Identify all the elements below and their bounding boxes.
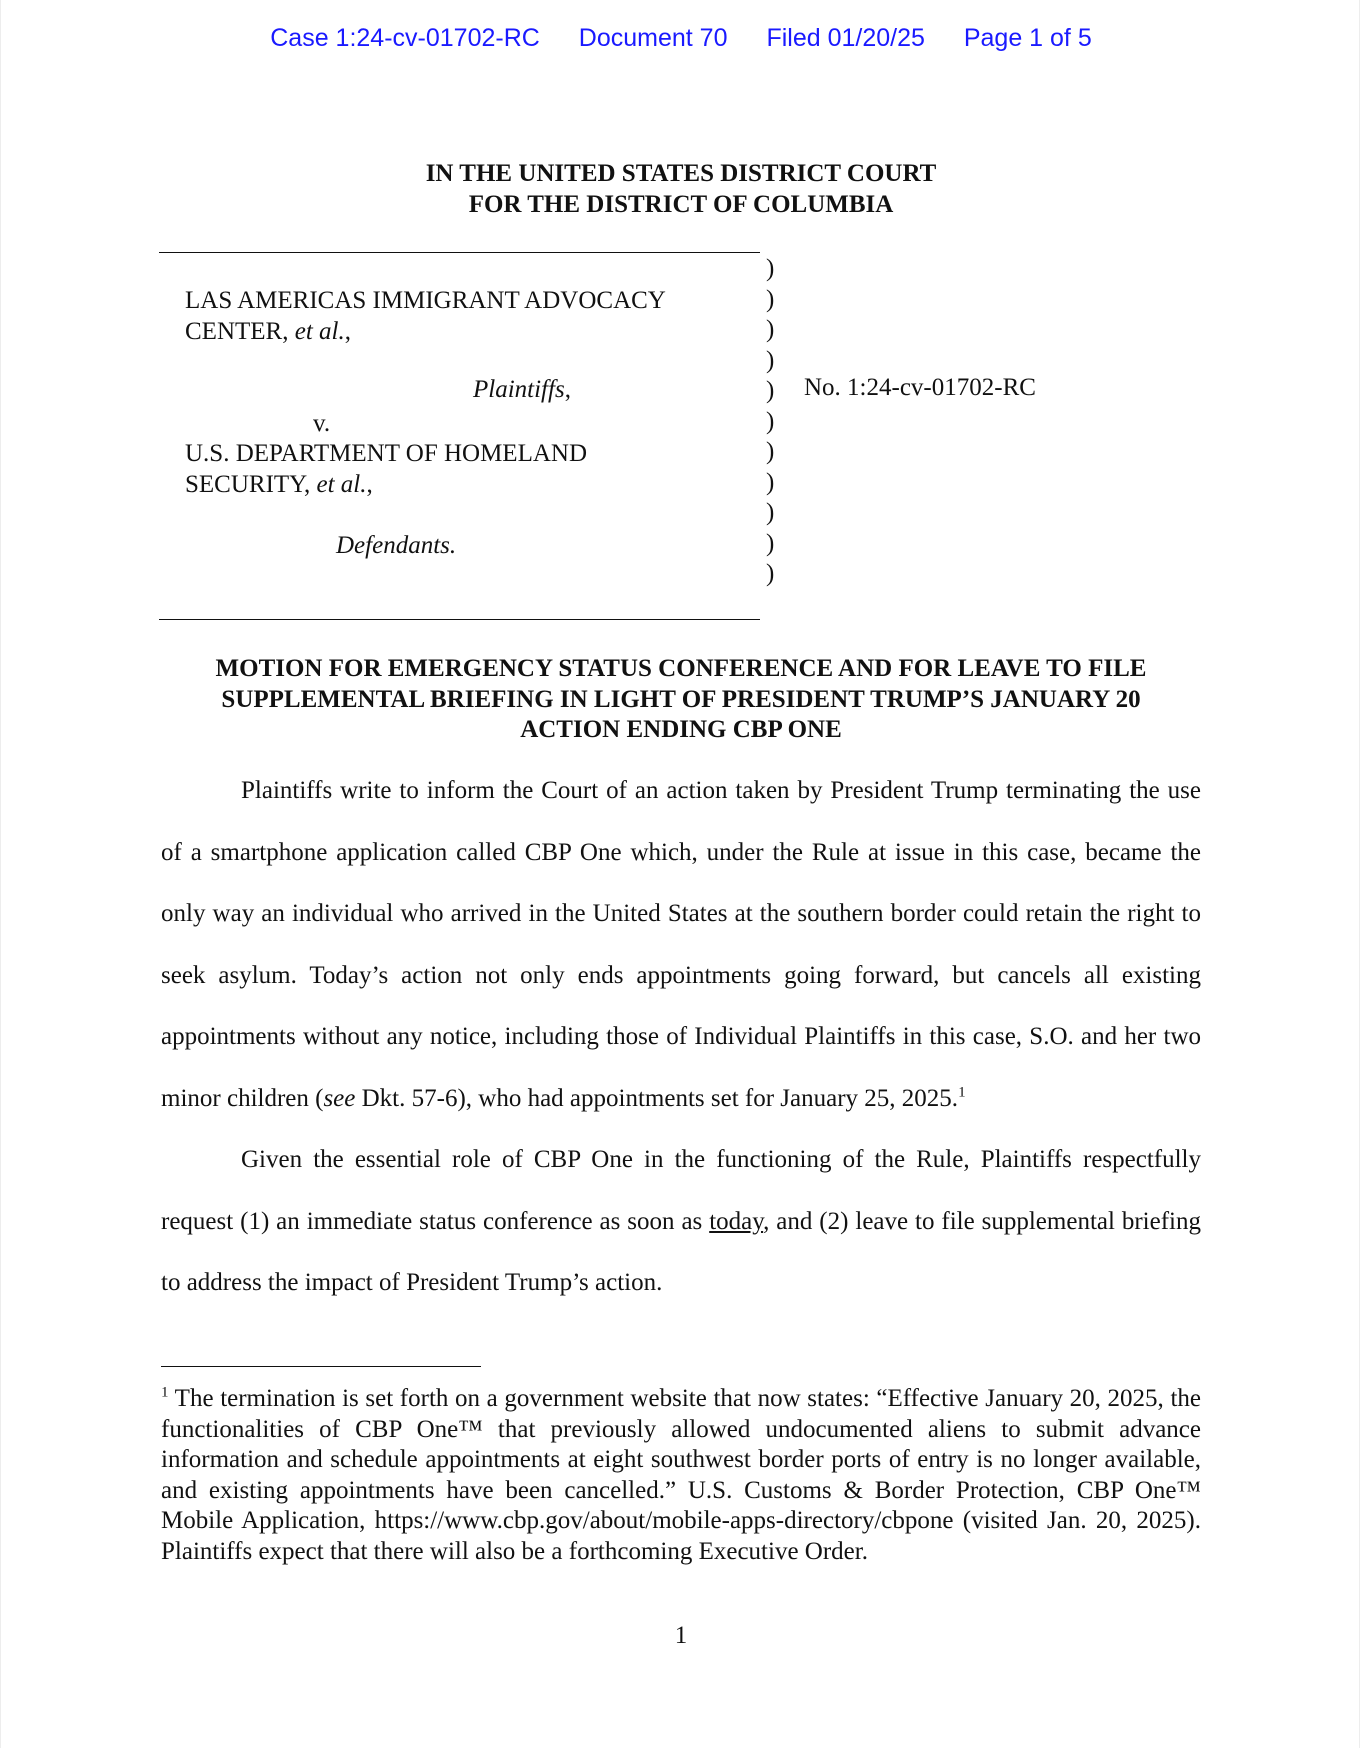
motion-title-line3: ACTION ENDING CBP ONE xyxy=(520,716,842,743)
paren: ) xyxy=(766,377,775,404)
see-signal: see xyxy=(323,1084,356,1112)
defendants-role: Defendants. xyxy=(336,532,457,559)
motion-title xyxy=(161,654,1201,746)
caption-parentheses xyxy=(766,254,774,590)
defendant-name-line1: U.S. DEPARTMENT OF HOMELAND xyxy=(185,440,588,467)
paren: ) xyxy=(766,316,775,343)
motion-title-line2: SUPPLEMENTAL BRIEFING IN LIGHT OF PRESIDENT TRUMP’S JANUARY 20 xyxy=(221,685,1141,713)
paren: ) xyxy=(766,468,775,496)
civil-case-number: No. 1:24-cv-01702-RC xyxy=(804,374,1036,401)
body-paragraph-1: Plaintiffs write to inform the Court of an action taken by President Trump terminating the use of a smartphone application called CBP One which, under the Rule at issue in this case, became the only way an individual who arrived in the United States at the southern border could retain the right to seek asylum. Today’s action not only ends appointments going forward, but cancels all existing appointments without any notice, including those of Individual Plaintiffs in this case, S.O. and her two minor children (see Dkt. 57-6), who had appointments set for January 25, 2025.$^1$ xyxy=(161,777,1201,1112)
page-number: 1 xyxy=(674,1622,688,1649)
defendant-name xyxy=(185,438,587,500)
paren: ) xyxy=(766,560,775,587)
page-count-stamp: Page 1 of 5 xyxy=(963,24,1092,52)
paren: ) xyxy=(766,407,775,435)
et-al: et al. xyxy=(316,471,367,498)
caption-bottom-rule xyxy=(159,619,760,620)
court-heading-line1: IN THE UNITED STATES DISTRICT COURT xyxy=(425,160,937,187)
plaintiff-name-line2: CENTER, et al., xyxy=(185,318,351,345)
case-number-stamp: Case 1:24-cv-01702-RC xyxy=(270,24,540,52)
plaintiff-name-line1: LAS AMERICAS IMMIGRANT ADVOCACY xyxy=(185,287,666,314)
today-emphasis: today xyxy=(709,1207,764,1235)
paren: ) xyxy=(766,499,775,526)
versus: v. xyxy=(313,410,331,437)
caption-top-rule xyxy=(159,252,760,253)
footnote xyxy=(161,1384,1201,1567)
footnote-reference[interactable]: 1 xyxy=(958,1084,966,1101)
paren: ) xyxy=(766,346,775,374)
filed-date-stamp: Filed 01/20/25 xyxy=(766,24,925,52)
footnote-text: The termination is set forth on a government website that now states: “Effective January 20, 2025, the functionalities of CBP One™ that previously allowed undocumented aliens to submit advance information and schedule appointments at eight southwest border ports of entry is no longer available, and existing appointments have been cancelled.” U.S. Customs & Border Protection, CBP One™ Mobile Application, https://www.cbp.gov/about/mobile-apps-directory/cbpone (visited Jan. 20, 2025). Plaintiffs expect that there will also be a forthcoming Executive Order. xyxy=(161,1385,1201,1565)
plaintiffs-role: Plaintiffs, xyxy=(473,376,571,403)
ecf-header-stamp xyxy=(1,24,1360,53)
document-number-stamp: Document 70 xyxy=(578,24,728,52)
court-heading xyxy=(1,158,1360,220)
footnote-separator xyxy=(161,1366,481,1367)
defendant-name-line2: SECURITY, et al., xyxy=(185,471,373,498)
et-al: et al. xyxy=(294,318,345,345)
plaintiff-name xyxy=(185,285,666,347)
footnote-marker: 1 xyxy=(161,1384,169,1401)
paren: ) xyxy=(766,255,775,282)
court-heading-line2: FOR THE DISTRICT OF COLUMBIA xyxy=(468,191,894,218)
motion-title-line1: MOTION FOR EMERGENCY STATUS CONFERENCE AND FOR LEAVE TO FILE xyxy=(215,655,1147,682)
body-paragraph-2: Given the essential role of CBP One in the functioning of the Rule, Plaintiffs respectfully request (1) an immediate status conference as soon as today, and (2) leave to file supplemental briefing to address the impact of President Trump’s action. xyxy=(161,1146,1201,1296)
paren: ) xyxy=(766,285,775,313)
paren: ) xyxy=(766,438,775,465)
paren: ) xyxy=(766,529,775,557)
